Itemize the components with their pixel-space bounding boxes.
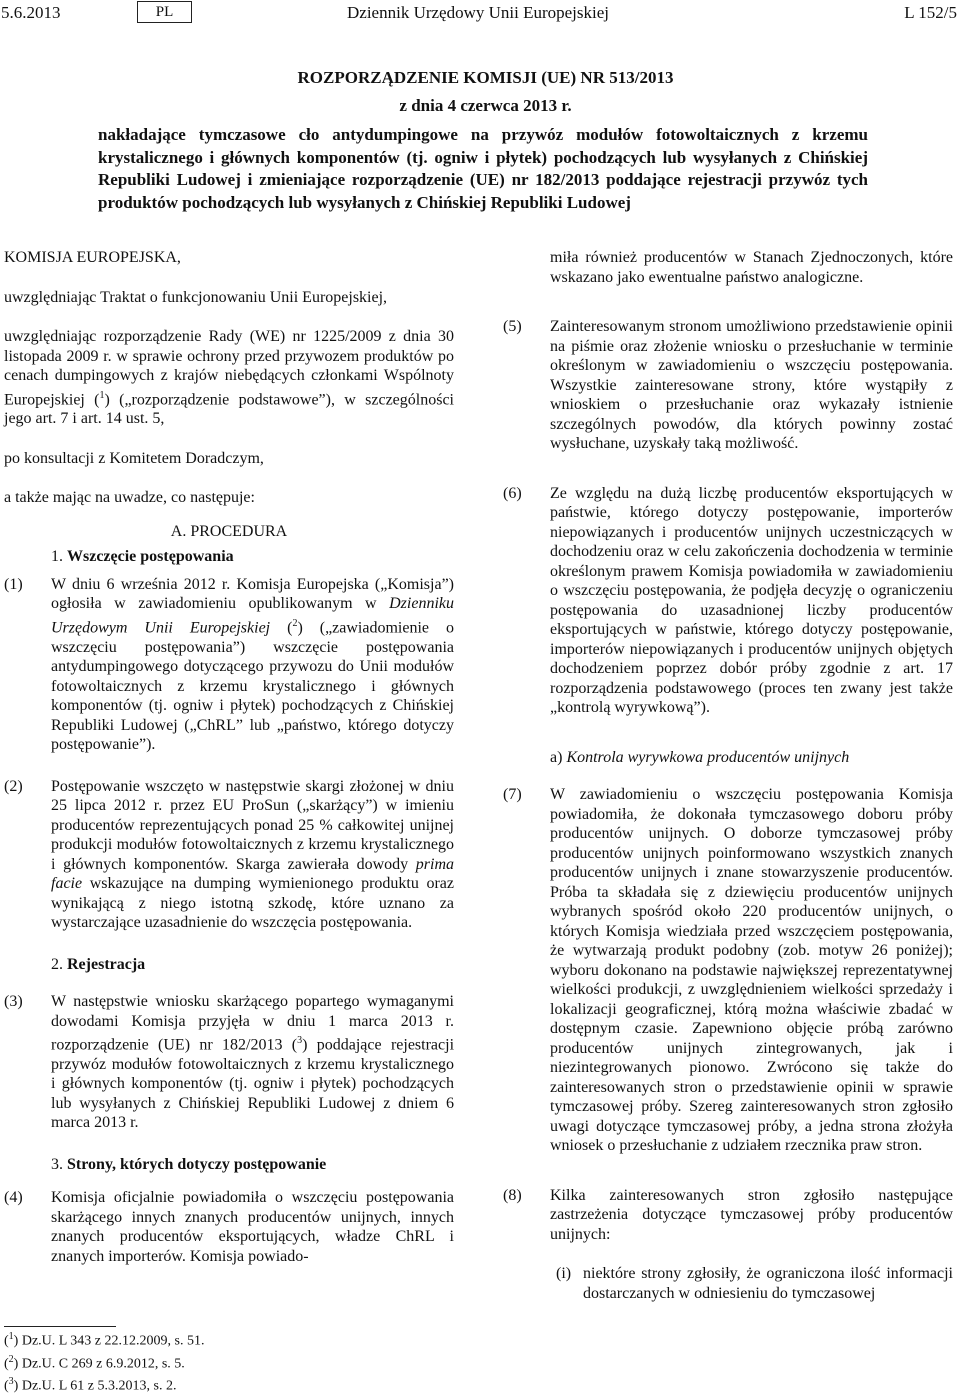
subheading-registration: 2. Rejestracja: [51, 955, 146, 973]
recital-8: (8) Kilka zainteresowanych stron zgłosiło następujące zastrzeżenia dotyczące tymczasowej próby producentów unijnych:: [503, 1186, 953, 1243]
page-header: [0, 0, 960, 26]
left-column: [4, 248, 454, 1266]
recital-7: (7) W zawiadomieniu o wszczęciu postępowania Komisja powiadomiła, że dokonała tymczasowego doboru próby producentów unijnych. O doborze tymczasowej próby producentów unijnych poinformowano wszystkich znanych producentów unijnych i znane stowarzyszenie producentów. Próba ta składała się z dziewięciu producentów unijnych wybranych spośród około 220 producentów unijnych, o których Komisja wiedziała przed wszczęciem postępowania, że wytwarzają produkt podobny (zob. motyw 26 poniżej); wyboru dokonano na podstawie największej reprezentatywnej wielkości produkcji, z uwzględnieniem wielkości sprzedaży i lokalizacji geograficznej, którą można właściwie zbadać w dostępnym czasie. Zapewniono objęcie próbą zarówno producentów unijnych zintegrowanych, jak i niezintegrowanych pionowo. Zwrócono się także do zainteresowanych stron o przedstawienie opinii w sprawie tymczasowej próby. Szereg zainteresowanych stron zgłosiło uwagi dotyczące tymczasowej próby, a jedna strona złożyła wniosek o przesłuchanie z udziałem rzecznika praw stron.: [503, 786, 953, 1154]
footnotes: [4, 1328, 464, 1396]
recital-basic-regulation: uwzględniając rozporządzenie Rady (WE) nr 1225/2009 z dnia 30 listopada 2009 r. w sprawie ochrony przed przywozem produktów po cenach dumpingowych z krajów niebędących członkami Wspólnoty Europejskiej ($^1$) („rozporządzenie podstawowe”), w szczególności jego art. 7 i art. 14 ust. 5,: [4, 328, 454, 428]
subheading-sampling: a) Kontrola wyrywkowa producentów unijnych: [550, 748, 850, 766]
footnote-divider: [4, 1326, 116, 1327]
regulation-date: z dnia 4 czerwca 2013 r.: [399, 96, 572, 115]
recital-6: (6) Ze względu na dużą liczbę producentów eksportujących w państwie, którego dotyczy postępowanie, importerów niepowiązanych i producentów unijnych uczestniczących w dochodzeniu oraz w celu zakończenia dochodzenia w terminie określonym prawem Komisja powiadomiła w zawiadomieniu o wszczęciu postępowania, że podjęła decyzję o ograniczeniu postępowania do uzasadnionej liczby producentów eksportujących w państwie, którego dotyczy postępowanie, importerów niepowiązanych i producentów unijnych objętych dochodzeniem poprzez dobór próby zgodnie z art. 17 rozporządzenia podstawowego (proces ten zwany jest także „kontrolą wyrywkową”).: [503, 484, 953, 716]
page-number: L 152/5: [904, 3, 957, 22]
recital-4-continued: miła również producentów w Stanach Zjednoczonych, które wskazano jako ewentualne państwo analogiczne.: [550, 249, 953, 286]
language-box: PL: [137, 1, 192, 23]
journal-title: Dziennik Urzędowy Unii Europejskiej: [347, 3, 610, 22]
recital-3: (3) W następstwie wniosku skarżącego popartego wymaganymi dowodami Komisja przyjęła w dniu 1 marca 2013 r. rozporządzenie (UE) nr 182/2013 ($^3$) poddające rejestracji przywóz modułów fotowoltaicznych z krzemu krystalicznego i głównych komponentów (tj. ogniw i płytek) pochodzących lub wysyłanych z Chińskiej Republiki Ludowej z dniem 6 marca 2013 r.: [4, 993, 455, 1132]
regulation-subject: nakładające tymczasowe cło antydumpingowe na przywóz modułów fotowoltaicznych z krzemu krystalicznego i głównych komponentów (tj. ogniw i płytek) pochodzących lub wysyłanych z Chińskiej Republiki Ludowej i zmieniające rozporządzenie (UE) nr 182/2013 poddające rejestracji przywóz tych produktów pochodzących lub wysyłanych z Chińskiej Republiki Ludowej: [98, 125, 868, 212]
right-column: [503, 248, 953, 1303]
footnote-1: ($^1$) Dz.U. L 343 z 22.12.2009, s. 51.: [4, 1331, 205, 1349]
regulation-number: ROZPORZĄDZENIE KOMISJI (UE) NR 513/2013: [297, 68, 674, 87]
section-heading-procedure: A. PROCEDURA: [170, 522, 288, 540]
recital-whereas: a także mając na uwadze, co następuje:: [4, 489, 255, 507]
subheading-initiation: 1. Wszczęcie postępowania: [51, 548, 234, 566]
recital-2: (2) Postępowanie wszczęto w następstwie skargi złożonej w dniu 25 lipca 2012 r. przez EU ProSun („skarżący”) w imieniu producentów reprezentujących ponad 25 % całkowitej unijnej produkcji modułów fotowoltaicznych z krzemu krystalicznego i głównych komponentów. Skarga zawierała dowody prima facie wskazujące na dumping wymienionego produktu oraz wynikającą z niego istotną szkodę, które uznano za wystarczające uzasadnienie do wszczęcia postępowania.: [4, 777, 454, 932]
recital-consultation: po konsultacji z Komitetem Doradczym,: [4, 449, 264, 467]
recital-4: (4) Komisja oficjalnie powiadomiła o wszczęciu postępowania skarżącego innych znanych producentów unijnych, innych znanych producentów eksportujących, władze ChRL i znanych importerów. Komisja powiado-: [4, 1189, 454, 1265]
footnote-3: ($^3$) Dz.U. L 61 z 5.3.2013, s. 2.: [4, 1376, 177, 1394]
list-item-i: (i) niektóre strony zgłosiły, że ograniczona ilość informacji dostarczanych w odniesieniu do tymczasowej: [556, 1265, 953, 1302]
regulation-title: [98, 68, 868, 214]
recital-treaty: uwzględniając Traktat o funkcjonowaniu Unii Europejskiej,: [4, 288, 388, 306]
publication-date: 5.6.2013: [1, 3, 61, 22]
footnote-2: ($^2$) Dz.U. C 269 z 6.9.2012, s. 5.: [4, 1353, 185, 1372]
recital-1: (1) W dniu 6 września 2012 r. Komisja Europejska („Komisja”) ogłosiła w zawiadomieniu opublikowanym w Dzienniku Urzędowym Unii Europejskiej ($^2$) („zawiadomienie o wszczęciu postępowania”) wszczęcie postępowania antydumpingowego dotyczącego przywozu do Unii modułów fotowoltaicznych z krzemu krystalicznego i głównych komponentów (tj. ogniw i płytek) pochodzących z Chińskiej Republiki Ludowej („ChRL” lub „państwo, którego dotyczy postępowanie”).: [4, 575, 455, 754]
recital-5: (5) Zainteresowanym stronom umożliwiono przedstawienie opinii na piśmie oraz złożenie wniosku o przesłuchanie w terminie określonym w zawiadomieniu o wszczęciu postępowania. Wszystkie zainteresowane strony, które wystąpiły z wnioskiem o przesłuchanie oraz wykazały istnienie szczególnych powodów, dla których powinny zostać wysłuchane, uzyskały taką możliwość.: [503, 318, 953, 452]
subheading-parties: 3. Strony, których dotyczy postępowanie: [51, 1155, 327, 1173]
commission-heading: KOMISJA EUROPEJSKA,: [4, 249, 181, 266]
